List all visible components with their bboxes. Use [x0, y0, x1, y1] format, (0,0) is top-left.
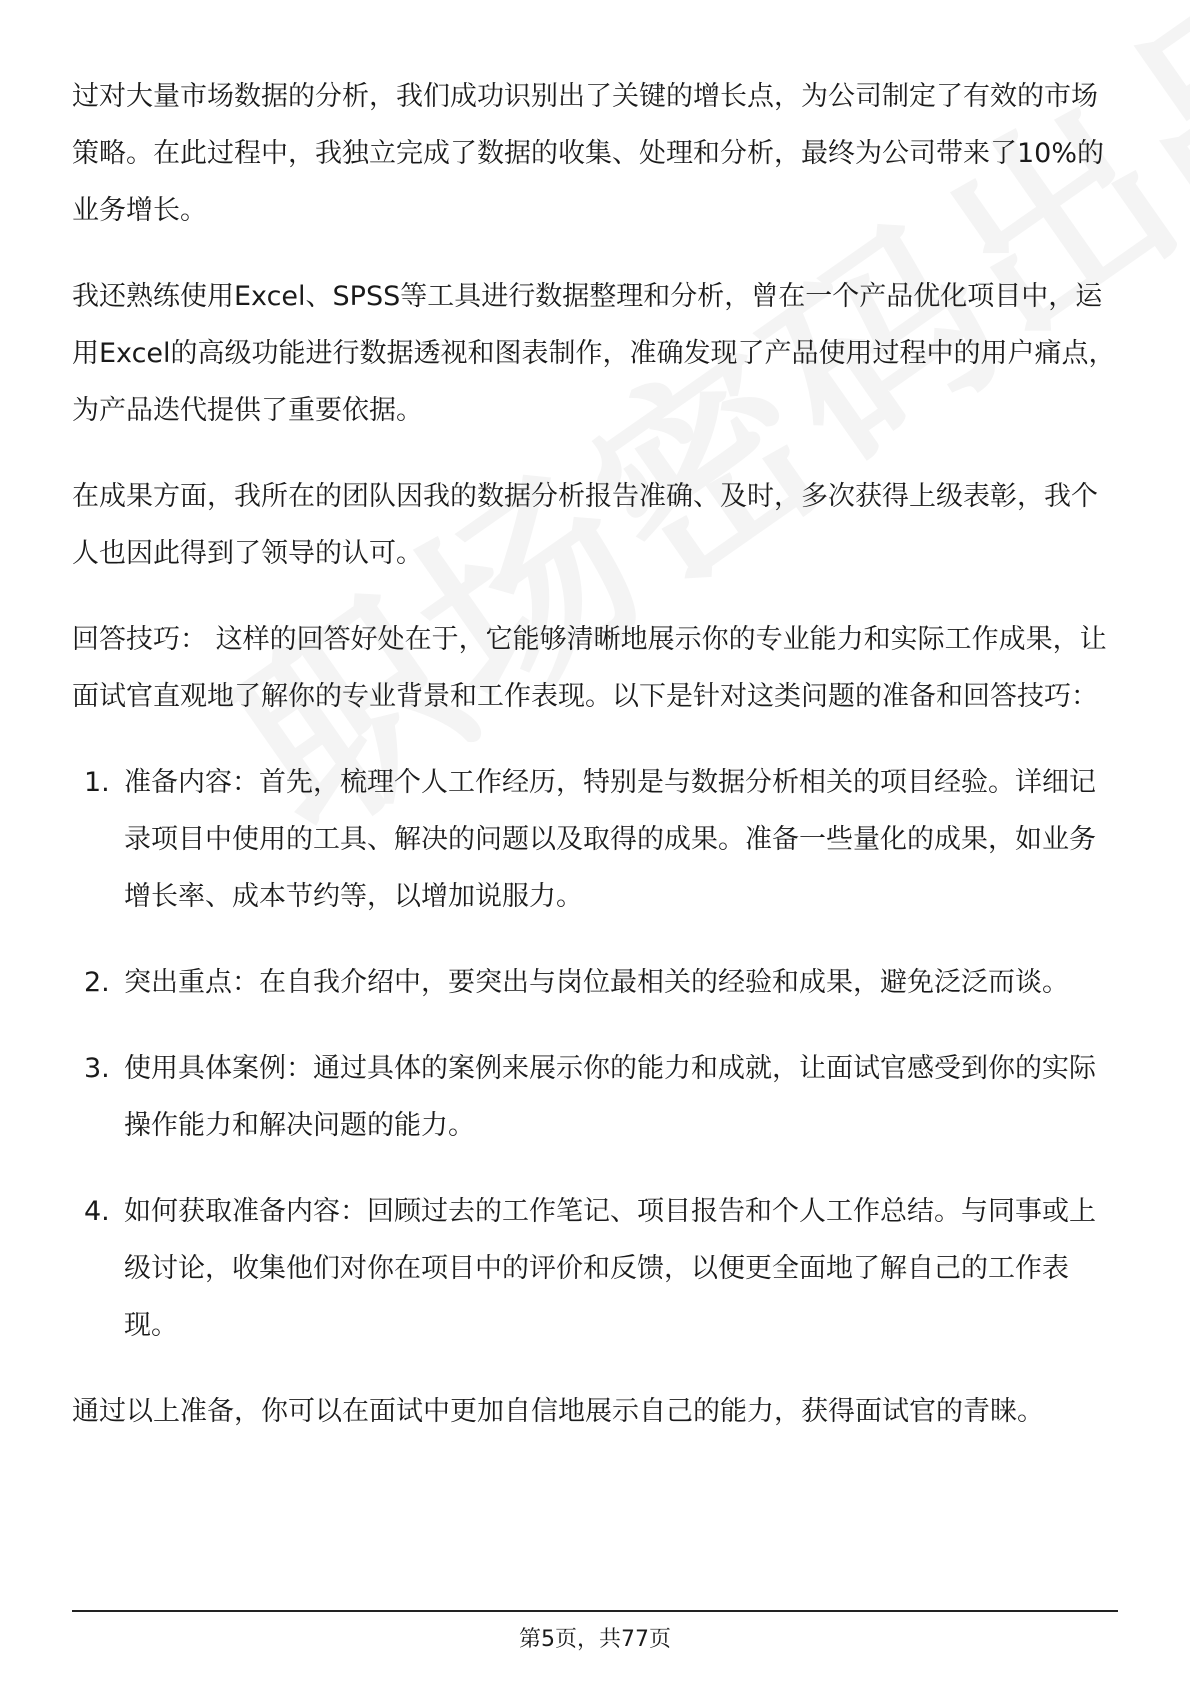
list-item-number: 4. — [84, 1196, 110, 1227]
page-number: 第5页，共77页 — [519, 1627, 671, 1652]
list-item-text: 突出重点：在自我介绍中，要突出与岗位最相关的经验和成果，避免泛泛而谈。 — [124, 967, 1069, 998]
list-item-text: 如何获取准备内容：回顾过去的工作笔记、项目报告和个人工作总结。与同事或上级讨论，收集他们对你在项目中的评价和反馈，以便更全面地了解自己的工作表现。 — [124, 1196, 1096, 1341]
paragraph-tools: 我还熟练使用Excel、SPSS等工具进行数据整理和分析，曾在一个产品优化项目中，运用Excel的高级功能进行数据透视和图表制作，准确发现了产品使用过程中的用户痛点，为产品迭代提供了重要依据。 — [72, 281, 1116, 426]
list-item-number: 3. — [84, 1053, 110, 1084]
list-item — [72, 954, 1118, 1011]
list-item — [72, 1040, 1118, 1154]
list-item-text: 准备内容：首先，梳理个人工作经历，特别是与数据分析相关的项目经验。详细记录项目中使用的工具、解决的问题以及取得的成果。准备一些量化的成果，如业务增长率、成本节约等，以增加说服力。 — [124, 767, 1096, 912]
paragraph-results: 过对大量市场数据的分析，我们成功识别出了关键的增长点，为公司制定了有效的市场策略。在此过程中，我独立完成了数据的收集、处理和分析，最终为公司带来了10%的业务增长。 — [72, 81, 1105, 226]
list-item-text: 使用具体案例：通过具体的案例来展示你的能力和成就，让面试官感受到你的实际操作能力和解决问题的能力。 — [124, 1053, 1096, 1141]
paragraph-achievements: 在成果方面，我所在的团队因我的数据分析报告准确、及时，多次获得上级表彰，我个人也因此得到了领导的认可。 — [72, 481, 1098, 569]
list-item-number: 1. — [84, 767, 110, 798]
list-item — [72, 1183, 1118, 1354]
paragraph-answer-tips: 回答技巧： 这样的回答好处在于，它能够清晰地展示你的专业能力和实际工作成果，让面试官直观地了解你的专业背景和工作表现。以下是针对这类问题的准备和回答技巧： — [72, 624, 1107, 712]
document-body — [72, 68, 1118, 1440]
list-item — [72, 754, 1118, 925]
paragraph-closing: 通过以上准备，你可以在面试中更加自信地展示自己的能力，获得面试官的青睐。 — [72, 1396, 1044, 1427]
list-item-number: 2. — [84, 967, 110, 998]
footer-divider — [72, 1610, 1118, 1612]
tips-list — [72, 754, 1118, 1354]
